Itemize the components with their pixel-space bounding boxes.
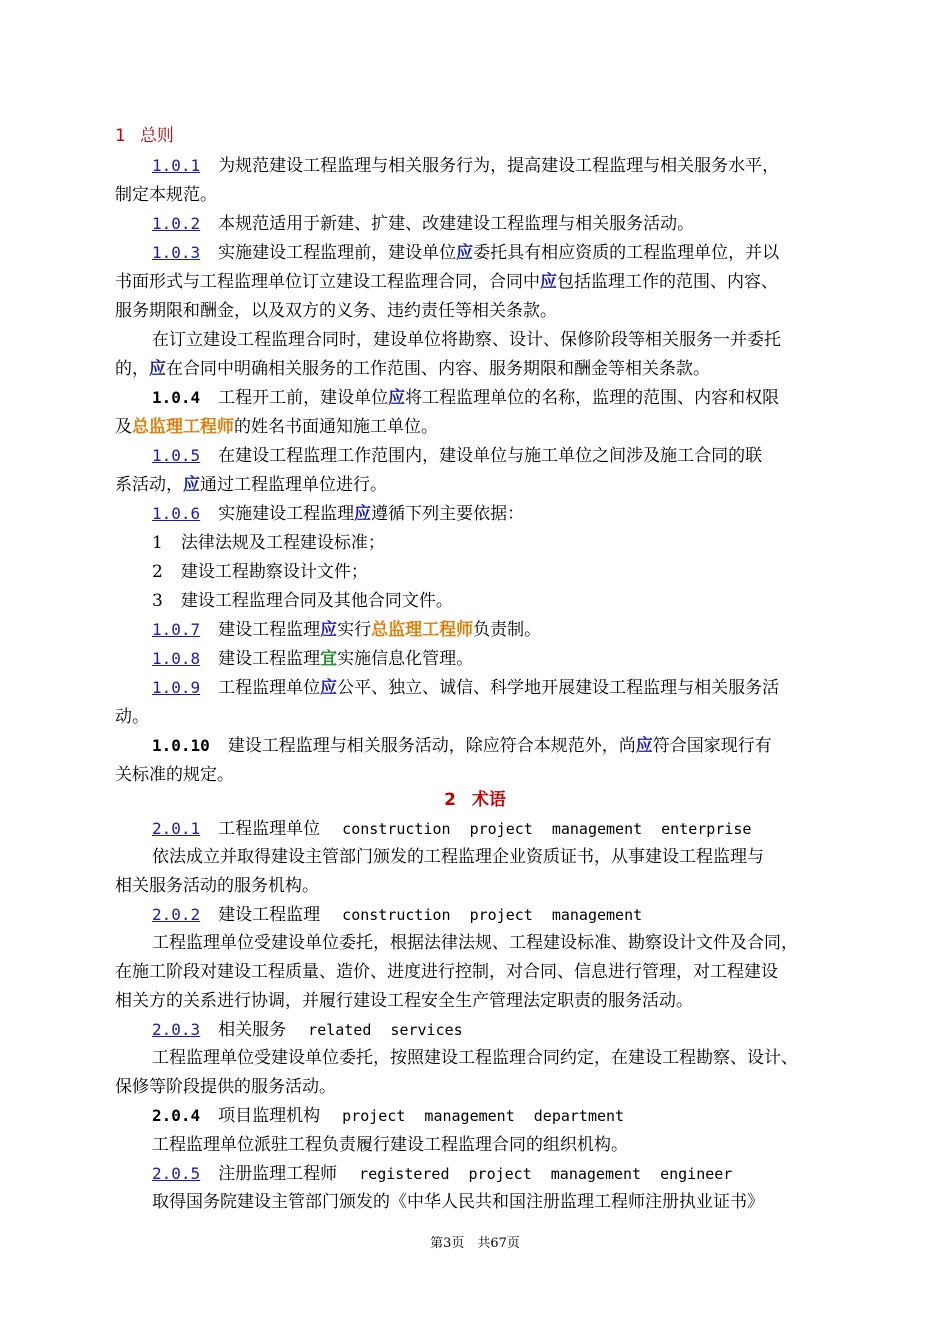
clause-link[interactable]: 1.0.3 [152, 243, 201, 262]
term-definition-cont: 相关服务活动的服务机构。 [115, 876, 319, 896]
clause-text: 及 [115, 417, 132, 437]
clause-text: 在合同中明确相关服务的工作范围、内容、服务期限和酬金等相关条款。 [166, 359, 710, 379]
list-number: 1 [152, 533, 163, 553]
term-definition-cont: 相关方的关系进行协调，并履行建设工程安全生产管理法定职责的服务活动。 [115, 991, 693, 1011]
clause-link[interactable]: 2.0.1 [152, 819, 201, 838]
term-name: 相关服务 [218, 1020, 287, 1040]
keyword-shall[interactable]: 应 [149, 359, 166, 379]
clause-text: 建设工程监理 [218, 649, 321, 669]
term-definition: 工程监理单位派驻工程负责履行建设工程监理合同的组织机构。 [152, 1135, 628, 1155]
clause-text: 的， [115, 359, 149, 379]
term-definition: 工程监理单位受建设单位委托，按照建设工程监理合同约定，在建设工程勘察、设计、 [152, 1048, 798, 1068]
clause-link[interactable]: 2.0.2 [152, 905, 201, 924]
clause-paragraph: 在订立建设工程监理合同时，建设单位将勘察、设计、保修阶段等相关服务一并委托 [152, 330, 781, 350]
clause-link[interactable]: 1.0.1 [152, 156, 201, 175]
term-definition: 工程监理单位受建设单位委托，根据法律法规、工程建设标准、勘察设计文件及合同， [152, 933, 798, 953]
clause-text: 工程开工前，建设单位 [218, 388, 389, 408]
clause-1-0-1 [152, 154, 882, 178]
term-2-0-3 [152, 1018, 882, 1042]
clause-text: 将工程监理单位的名称，监理的范围、内容和权限 [405, 388, 780, 408]
term-2-0-4 [152, 1104, 882, 1128]
clause-link[interactable]: 1.0.2 [152, 214, 201, 233]
clause-link[interactable]: 1.0.6 [152, 504, 201, 523]
clause-text: 包括监理工作的范围、内容、 [557, 272, 778, 292]
clause-text-cont: 关标准的规定。 [115, 765, 234, 785]
term-name: 建设工程监理 [218, 905, 321, 925]
list-text: 建设工程勘察设计文件； [180, 562, 368, 582]
clause-1-0-2 [152, 212, 882, 236]
clause-text-cont: 动。 [115, 707, 149, 727]
clause-1-0-7 [152, 618, 882, 642]
heading-title: 术语 [471, 790, 506, 810]
keyword-shall[interactable]: 应 [540, 272, 557, 292]
list-text: 建设工程监理合同及其他合同文件。 [180, 591, 453, 611]
clause-text: 在建设工程监理工作范围内，建设单位与施工单位之间涉及施工合同的联 [218, 446, 763, 466]
term-english: registered project management engineer [359, 1165, 733, 1183]
term-2-0-2 [152, 903, 882, 927]
clause-text: 建设工程监理 [218, 620, 321, 640]
term-2-0-5 [152, 1162, 882, 1186]
clause-text: 系活动， [115, 475, 183, 495]
clause-text: 工程监理单位 [218, 678, 321, 698]
keyword-shall[interactable]: 应 [320, 678, 338, 698]
clause-link[interactable]: 2.0.5 [152, 1164, 201, 1183]
clause-text-cont [115, 473, 845, 497]
clause-text: 通过工程监理单位进行。 [200, 475, 387, 495]
clause-link[interactable]: 1.0.8 [152, 649, 201, 668]
list-text: 法律法规及工程建设标准； [180, 533, 385, 553]
clause-text: 负责制。 [473, 620, 542, 640]
term-definition: 取得国务院建设主管部门颁发的《中华人民共和国注册监理工程师注册执业证书》 [152, 1192, 764, 1212]
keyword-shall[interactable]: 应 [354, 504, 372, 524]
keyword-shall[interactable]: 应 [183, 475, 200, 495]
term-chief-engineer[interactable]: 总监理工程师 [371, 620, 474, 640]
clause-text: 遵循下列主要依据： [371, 504, 525, 524]
term-chief-engineer[interactable]: 总监理工程师 [132, 417, 234, 437]
clause-text: 的姓名书面通知施工单位。 [234, 417, 438, 437]
list-item [152, 589, 882, 613]
clause-text: 委托具有相应资质的工程监理单位，并以 [473, 243, 780, 263]
clause-text: 建设工程监理与相关服务活动，除应符合本规范外，尚 [227, 736, 636, 756]
list-number: 2 [152, 562, 163, 582]
clause-text: 实施建设工程监理 [218, 504, 355, 524]
clause-link[interactable]: 1.0.7 [152, 620, 201, 639]
clause-1-0-8 [152, 647, 882, 671]
term-english: construction project management enterprise [342, 820, 752, 838]
clause-1-0-5 [152, 444, 882, 468]
keyword-should[interactable]: 宜 [320, 649, 338, 669]
term-2-0-1 [152, 817, 882, 841]
clause-1-0-3 [152, 241, 882, 265]
clause-text: 实施建设工程监理前，建设单位 [218, 243, 457, 263]
page-footer: 第3页 共67页 [430, 1236, 520, 1251]
clause-text-cont: 服务期限和酬金，以及双方的义务、违约责任等相关条款。 [115, 301, 557, 321]
section-heading-terms [0, 785, 950, 810]
heading-number: 1 [115, 126, 126, 146]
list-number: 3 [152, 591, 163, 611]
clause-link[interactable]: 1.0.5 [152, 446, 201, 465]
clause-1-0-6 [152, 502, 882, 526]
clause-number: 1.0.10 [152, 736, 210, 755]
clause-text: 书面形式与工程监理单位订立建设工程监理合同，合同中 [115, 272, 540, 292]
clause-number: 1.0.4 [152, 388, 201, 407]
clause-text: 本规范适用于新建、扩建、改建建设工程监理与相关服务活动。 [218, 214, 695, 234]
clause-text-cont [115, 357, 845, 381]
clause-1-0-9 [152, 676, 882, 700]
heading-title: 总则 [139, 126, 174, 146]
clause-text-cont [115, 270, 845, 294]
clause-text: 符合国家现行有 [652, 736, 772, 756]
clause-text: 实施信息化管理。 [337, 649, 474, 669]
list-item [152, 531, 882, 555]
term-name: 注册监理工程师 [218, 1164, 338, 1184]
term-english: related services [308, 1021, 463, 1039]
list-item [152, 560, 882, 584]
term-english: project management department [342, 1107, 625, 1125]
clause-link[interactable]: 2.0.3 [152, 1020, 201, 1039]
keyword-shall[interactable]: 应 [456, 243, 474, 263]
term-definition-cont: 在施工阶段对建设工程质量、造价、进度进行控制，对合同、信息进行管理，对工程建设 [115, 962, 778, 982]
term-english: construction project management [342, 906, 643, 924]
clause-number: 2.0.4 [152, 1106, 201, 1125]
term-definition: 依法成立并取得建设主管部门颁发的工程监理企业资质证书，从事建设工程监理与 [152, 847, 764, 867]
clause-text-cont: 制定本规范。 [115, 185, 217, 205]
term-name: 项目监理机构 [218, 1106, 321, 1126]
clause-1-0-10 [152, 734, 882, 758]
clause-text: 实行 [337, 620, 372, 640]
term-name: 工程监理单位 [218, 819, 321, 839]
heading-number: 2 [444, 790, 456, 810]
keyword-shall[interactable]: 应 [388, 388, 406, 408]
clause-text-cont [115, 415, 845, 439]
keyword-shall[interactable]: 应 [320, 620, 338, 640]
section-heading-general [115, 121, 174, 146]
keyword-shall[interactable]: 应 [635, 736, 653, 756]
clause-text: 为规范建设工程监理与相关服务行为，提高建设工程监理与相关服务水平， [218, 156, 780, 176]
clause-1-0-4 [152, 386, 882, 410]
clause-text: 公平、独立、诚信、科学地开展建设工程监理与相关服务活 [337, 678, 780, 698]
term-definition-cont: 保修等阶段提供的服务活动。 [115, 1077, 336, 1097]
clause-link[interactable]: 1.0.9 [152, 678, 201, 697]
